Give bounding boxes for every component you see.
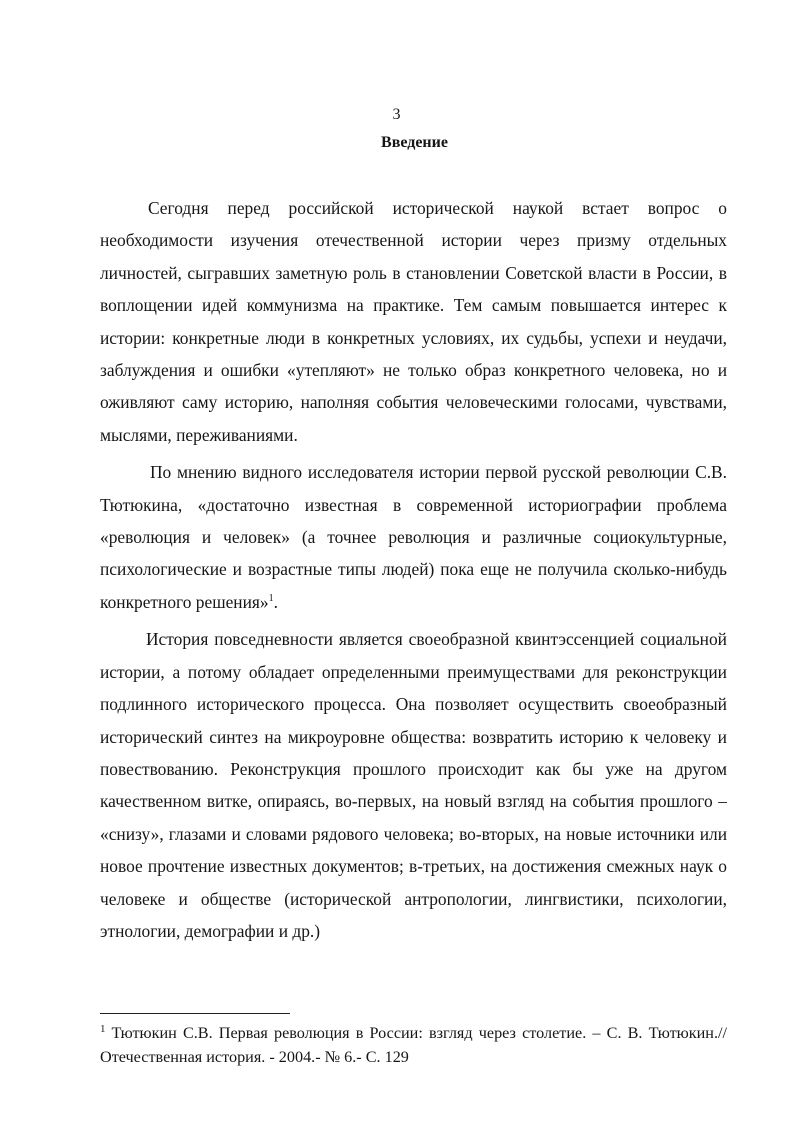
paragraph-2-tail: . [273, 591, 278, 612]
footnote-marker: 1 [100, 1023, 106, 1035]
paragraph-1-text: Сегодня перед российской исторической наукой встает вопрос о необходимости изучения отечественной истории через призму отдельных личностей, сыгравших заметную роль в становлении Советской власти в России, в воплощении идей коммунизма на практике. Тем самым повышается интерес к истории: конкретные люди в конкретных условиях, их судьбы, успехи и неудачи, заблуждения и ошибки «утепляют» не только образ конкретного человека, но и оживляют саму историю, наполняя события человеческими голосами, чувствами, мыслями, переживаниями. [100, 198, 727, 445]
page-number: 3 [392, 106, 401, 123]
footnote-divider [100, 1013, 290, 1014]
body-text [100, 192, 727, 952]
paragraph-1 [100, 192, 727, 451]
paragraph-3-text: История повседневности является своеобразной квинтэссенцией социальной истории, а потому обладает определенными преимуществами для реконструкции подлинного исторического процесса. Она позволяет осуществить своеобразный исторический синтез на микроуровне общества: возвратить историю к человеку и повествованию. Реконструкция прошлого происходит как бы уже на другом качественном витке, опираясь, во-первых, на новый взгляд на события прошлого – «снизу», глазами и словами рядового человека; во-вторых, на новые источники или новое прочтение известных документов; в-третьих, на достижения смежных наук о человеке и обществе (исторической антропологии, лингвистики, психологии, этнологии, демографии и др.) [100, 629, 727, 941]
paragraph-2 [100, 456, 727, 618]
paragraph-3 [100, 623, 727, 947]
footnote [100, 1021, 727, 1069]
page-title: Введение [381, 134, 448, 151]
footnote-text: Тютюкин С.В. Первая революция в России: взгляд через столетие. – С. В. Тютюкин.// Отечественная история. - 2004.- № 6.- С. 129 [100, 1024, 727, 1066]
footnote-reference[interactable]: 1 [268, 592, 274, 604]
paragraph-2-text: По мнению видного исследователя истории первой русской революции С.В. Тютюкина, «достаточно известная в современной историографии проблема «революция и человек» (а точнее революция и различные социокультурные, психологические и возрастные типы людей) пока еще не получила сколько-нибудь конкретного решения» [100, 462, 727, 612]
